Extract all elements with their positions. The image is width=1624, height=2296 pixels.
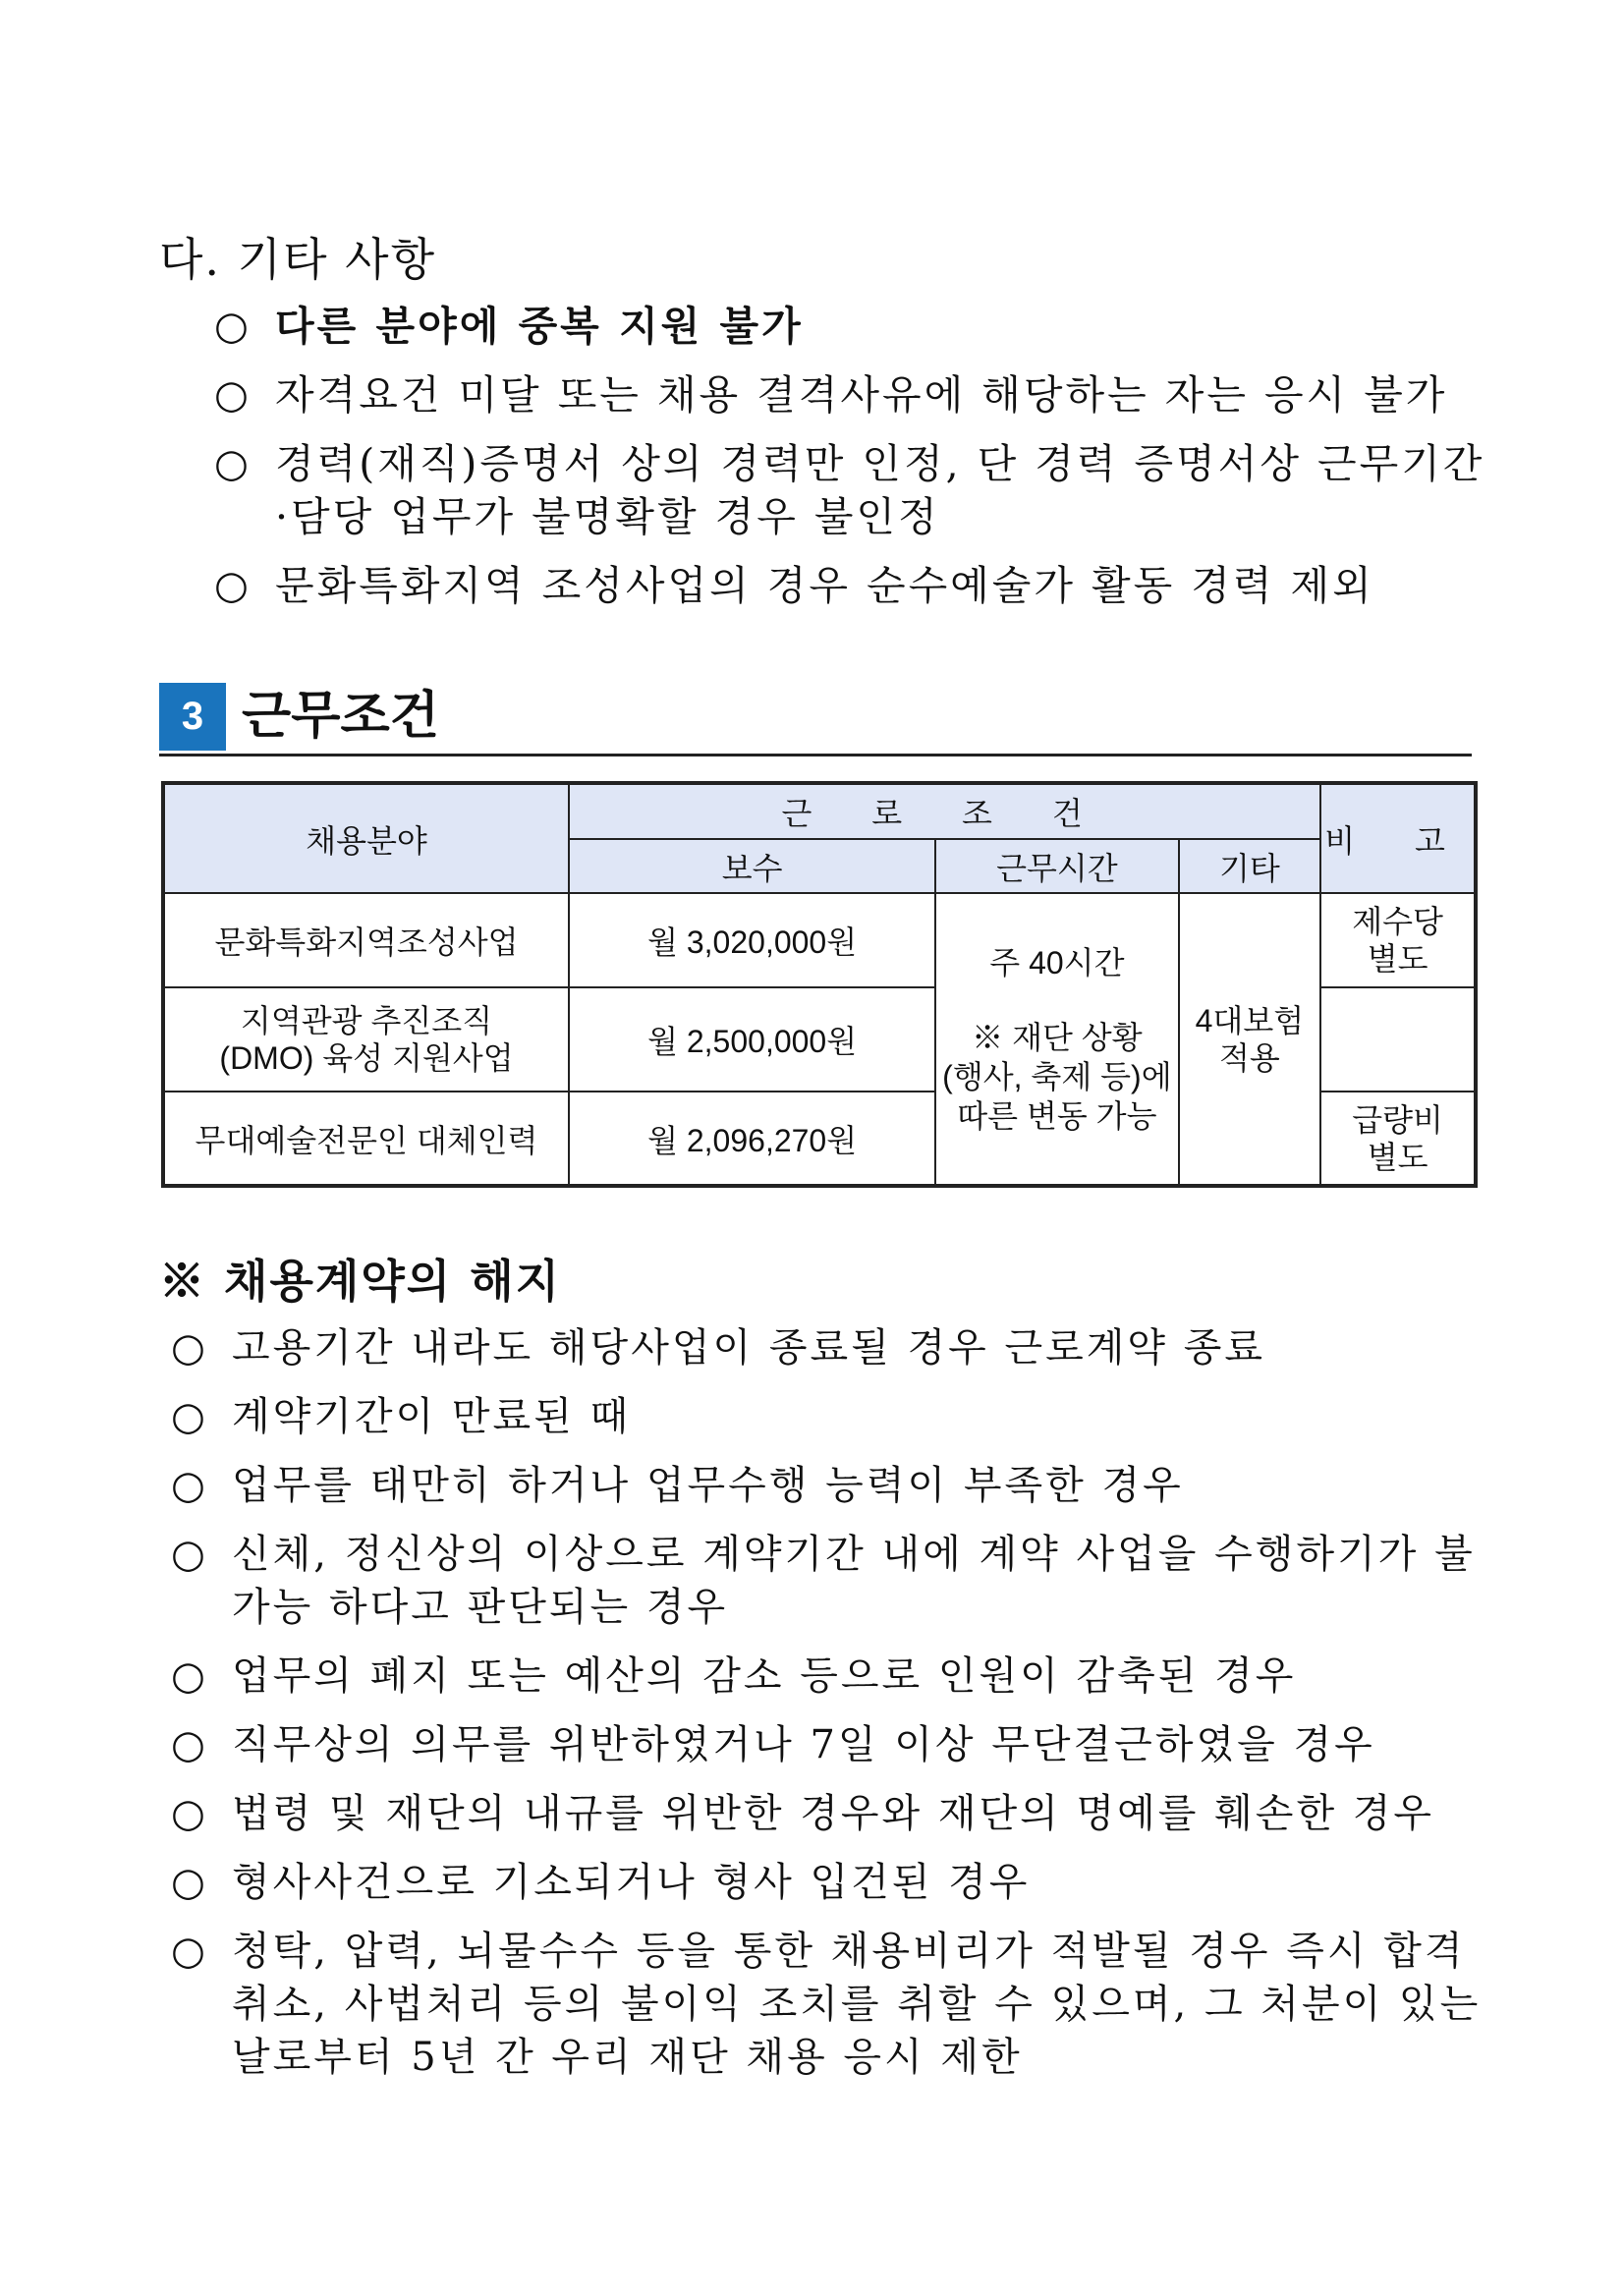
hours-note [936, 1018, 1177, 1136]
list-item [171, 1390, 1487, 1443]
header-conditions: 근 로 조 건 [569, 783, 1320, 839]
section-heading-other-matters: 다. 기타 사항 [159, 233, 437, 286]
list-item-text: 경력(재직)증명서 상의 경력만 인정, 단 경력 증명서상 근무기간·담당 업무가 불명확할 경우 불인정 [275, 440, 1485, 540]
remark-line: 제수당 [1352, 904, 1443, 939]
cell-pay: 월 2,500,000원 [569, 987, 935, 1092]
hours-note-line: 따른 변동 가능 [957, 1097, 1157, 1134]
header-pay: 보수 [569, 839, 935, 893]
cell-remarks [1320, 893, 1476, 987]
list-item [171, 1528, 1487, 1634]
list-item-text: 계약기간이 만료된 때 [232, 1394, 632, 1439]
list-item-text: 다른 분야에 중복 지원 불가 [275, 303, 804, 350]
section-3-header [159, 683, 1472, 756]
list-item [171, 1459, 1487, 1512]
other-matters-list [214, 300, 1491, 628]
field-line: (DMO) 육성 지원사업 [219, 1040, 514, 1076]
list-item-text: 직무상의 의무를 위반하였거나 7일 이상 무단결근하였을 경우 [232, 1722, 1375, 1767]
remark-line: 급량비 [1352, 1101, 1443, 1138]
circle-bullet-icon: ○ [214, 303, 252, 349]
field-line: 지역관광 추진조직 [240, 1003, 493, 1038]
list-item [171, 1787, 1487, 1840]
header-remarks: 비 고 [1320, 783, 1476, 893]
list-item-text: 법령 및 재단의 내규를 위반한 경우와 재단의 명예를 훼손한 경우 [232, 1791, 1435, 1836]
list-item-text: 고용기간 내라도 해당사업이 종료될 경우 근로계약 종료 [232, 1325, 1266, 1371]
termination-heading: ※ 채용계약의 해지 [159, 1255, 562, 1308]
circle-bullet-icon: ○ [214, 372, 252, 418]
list-item [171, 1856, 1487, 1909]
circle-bullet-icon: ○ [171, 1532, 208, 1577]
cell-field [163, 987, 569, 1092]
circle-bullet-icon: ○ [171, 1722, 208, 1767]
list-item-text: 업무를 태만히 하거나 업무수행 능력이 부족한 경우 [232, 1463, 1184, 1508]
section-number-badge: 3 [159, 683, 226, 751]
list-item [214, 368, 1491, 421]
circle-bullet-icon: ○ [171, 1653, 208, 1699]
circle-bullet-icon: ○ [171, 1325, 208, 1371]
list-item [171, 1718, 1487, 1771]
list-item [171, 1925, 1487, 2084]
list-item [171, 1650, 1487, 1703]
header-other: 기타 [1179, 839, 1321, 893]
hours-note-line: ※ 재단 상황 [972, 1019, 1143, 1055]
section-title: 근무조건 [242, 688, 439, 745]
circle-bullet-icon: ○ [171, 1791, 208, 1836]
cell-field: 무대예술전문인 대체인력 [163, 1092, 569, 1186]
other-line: 4대보험 [1195, 1002, 1305, 1038]
header-field: 채용분야 [163, 783, 569, 893]
cell-hours [935, 893, 1178, 1186]
circle-bullet-icon: ○ [171, 1463, 208, 1508]
table-header-row [163, 783, 1476, 839]
termination-list [171, 1321, 1487, 2100]
list-item-text: 신체, 정신상의 이상으로 계약기간 내에 계약 사업을 수행하기가 불가능 하다고 판단되는 경우 [232, 1532, 1476, 1630]
working-conditions-table [161, 781, 1478, 1188]
cell-other [1179, 893, 1321, 1186]
hours-note-line: (행사, 축제 등)에 [942, 1058, 1172, 1094]
header-hours: 근무시간 [935, 839, 1178, 893]
list-item [214, 437, 1491, 543]
cell-field: 문화특화지역조성사업 [163, 893, 569, 987]
cell-remarks [1320, 987, 1476, 1092]
circle-bullet-icon: ○ [171, 1394, 208, 1439]
list-item [214, 300, 1491, 353]
circle-bullet-icon: ○ [171, 1929, 208, 1974]
hours-main: 주 40시간 [989, 944, 1125, 980]
circle-bullet-icon: ○ [214, 441, 252, 486]
circle-bullet-icon: ○ [171, 1860, 208, 1905]
list-item-text: 업무의 폐지 또는 예산의 감소 등으로 인원이 감축된 경우 [232, 1653, 1297, 1699]
circle-bullet-icon: ○ [214, 563, 252, 608]
table-row [163, 893, 1476, 987]
list-item-text: 문화특화지역 조성사업의 경우 순수예술가 활동 경력 제외 [275, 562, 1374, 609]
cell-pay: 월 3,020,000원 [569, 893, 935, 987]
list-item [171, 1321, 1487, 1374]
remark-line: 별도 [1367, 1139, 1428, 1175]
cell-pay: 월 2,096,270원 [569, 1092, 935, 1186]
list-item [214, 559, 1491, 612]
cell-remarks [1320, 1092, 1476, 1186]
remark-line: 별도 [1367, 941, 1428, 977]
other-line: 적용 [1218, 1039, 1280, 1076]
list-item-text: 청탁, 압력, 뇌물수수 등을 통한 채용비리가 적발될 경우 즉시 합격취소, 사법처리 등의 불이익 조치를 취할 수 있으며, 그 처분이 있는 날로부터 5년 간 우리 재단 채용 응시 제한 [232, 1929, 1482, 2080]
list-item-text: 자격요건 미달 또는 채용 결격사유에 해당하는 자는 응시 불가 [275, 371, 1448, 419]
list-item-text: 형사사건으로 기소되거나 형사 입건된 경우 [232, 1860, 1031, 1905]
